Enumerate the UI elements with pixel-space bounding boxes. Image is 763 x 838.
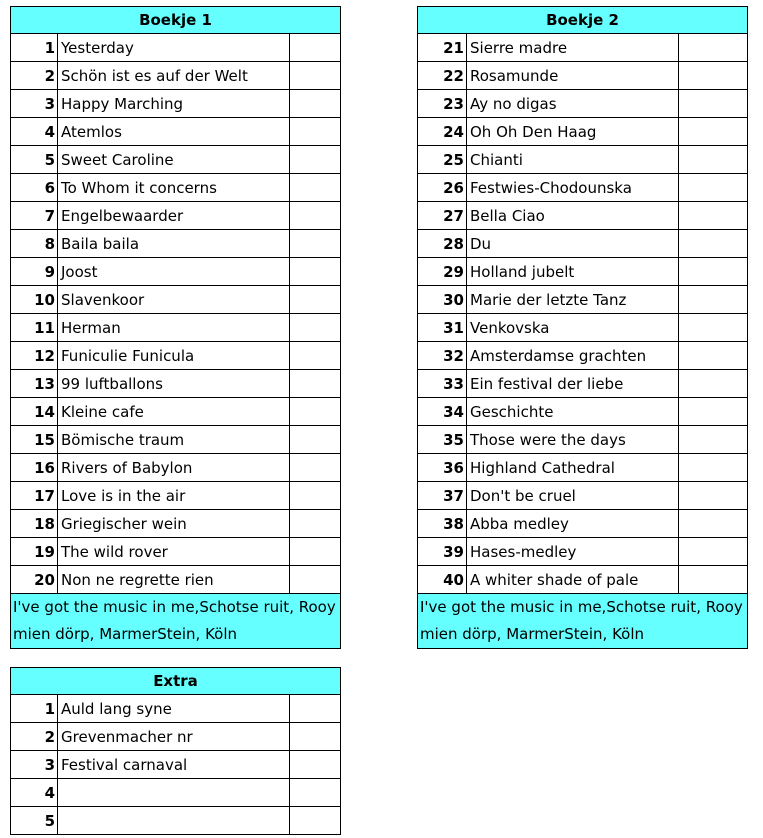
table-row — [11, 118, 341, 146]
song-number: 35 — [418, 426, 467, 454]
empty-cell — [679, 342, 748, 370]
song-title: Hases-medley — [467, 538, 679, 566]
song-number: 15 — [11, 426, 58, 454]
table-row — [11, 342, 341, 370]
song-number: 8 — [11, 230, 58, 258]
table-row — [11, 62, 341, 90]
song-title: Sweet Caroline — [58, 146, 290, 174]
song-title: Bömische traum — [58, 426, 290, 454]
song-title: Chianti — [467, 146, 679, 174]
song-title: Non ne regrette rien — [58, 566, 290, 594]
song-title: Baila baila — [58, 230, 290, 258]
empty-cell — [679, 146, 748, 174]
empty-cell — [679, 174, 748, 202]
song-title: Griegischer wein — [58, 510, 290, 538]
table-row — [418, 314, 748, 342]
song-title: Joost — [58, 258, 290, 286]
song-number: 34 — [418, 398, 467, 426]
table-row — [418, 62, 748, 90]
empty-cell — [290, 566, 341, 594]
extra-table — [10, 667, 341, 835]
table-row — [418, 454, 748, 482]
song-number: 14 — [11, 398, 58, 426]
table-row — [418, 174, 748, 202]
song-title: Happy Marching — [58, 90, 290, 118]
empty-cell — [679, 314, 748, 342]
song-title: Du — [467, 230, 679, 258]
song-title: Grevenmacher nr — [58, 723, 290, 751]
song-title: To Whom it concerns — [58, 174, 290, 202]
table-row — [11, 258, 341, 286]
song-title: Slavenkoor — [58, 286, 290, 314]
song-title: Atemlos — [58, 118, 290, 146]
song-title: Amsterdamse grachten — [467, 342, 679, 370]
song-number: 16 — [11, 454, 58, 482]
song-number: 40 — [418, 566, 467, 594]
empty-cell — [290, 538, 341, 566]
song-title: 99 luftballons — [58, 370, 290, 398]
table-row — [11, 482, 341, 510]
song-title — [58, 807, 290, 835]
song-title: Bella Ciao — [467, 202, 679, 230]
song-number: 2 — [11, 723, 58, 751]
table-row — [11, 695, 341, 723]
table-row — [418, 566, 748, 594]
empty-cell — [290, 370, 341, 398]
song-title: Festival carnaval — [58, 751, 290, 779]
song-number: 24 — [418, 118, 467, 146]
song-title: Don't be cruel — [467, 482, 679, 510]
empty-cell — [290, 118, 341, 146]
empty-cell — [679, 426, 748, 454]
table-row — [418, 398, 748, 426]
empty-cell — [290, 62, 341, 90]
boekje1-title: Boekje 1 — [11, 7, 341, 34]
table-row — [418, 538, 748, 566]
empty-cell — [679, 202, 748, 230]
song-number: 25 — [418, 146, 467, 174]
table-row — [418, 286, 748, 314]
empty-cell — [290, 314, 341, 342]
empty-cell — [290, 482, 341, 510]
song-title: Ay no digas — [467, 90, 679, 118]
table-row — [418, 34, 748, 62]
table-row — [11, 538, 341, 566]
song-title: Oh Oh Den Haag — [467, 118, 679, 146]
empty-cell — [290, 454, 341, 482]
song-number: 32 — [418, 342, 467, 370]
song-number: 37 — [418, 482, 467, 510]
song-number: 12 — [11, 342, 58, 370]
song-title: Those were the days — [467, 426, 679, 454]
song-number: 5 — [11, 146, 58, 174]
song-title: Venkovska — [467, 314, 679, 342]
song-title: Schön ist es auf der Welt — [58, 62, 290, 90]
table-row — [418, 118, 748, 146]
empty-cell — [679, 510, 748, 538]
table-row — [11, 370, 341, 398]
song-number: 2 — [11, 62, 58, 90]
song-number: 11 — [11, 314, 58, 342]
boekje1-table — [10, 6, 341, 649]
table-row — [418, 90, 748, 118]
empty-cell — [290, 751, 341, 779]
table-row — [418, 370, 748, 398]
empty-cell — [290, 202, 341, 230]
song-title: Festwies-Chodounska — [467, 174, 679, 202]
table-row — [11, 454, 341, 482]
table-row — [11, 426, 341, 454]
empty-cell — [679, 370, 748, 398]
boekje2-footer: I've got the music in me,Schotse ruit, Rooy mien dörp, MarmerStein, Köln — [418, 594, 748, 649]
song-number: 1 — [11, 695, 58, 723]
song-title: Rivers of Babylon — [58, 454, 290, 482]
empty-cell — [679, 538, 748, 566]
boekje2-title: Boekje 2 — [418, 7, 748, 34]
table-row — [11, 807, 341, 835]
extra-title: Extra — [11, 668, 341, 695]
table-row — [418, 482, 748, 510]
empty-cell — [679, 566, 748, 594]
song-title: Highland Cathedral — [467, 454, 679, 482]
song-number: 3 — [11, 90, 58, 118]
song-number: 26 — [418, 174, 467, 202]
song-title: Marie der letzte Tanz — [467, 286, 679, 314]
table-row — [11, 90, 341, 118]
song-title: Yesterday — [58, 34, 290, 62]
table-row — [418, 202, 748, 230]
empty-cell — [290, 510, 341, 538]
song-title: Holland jubelt — [467, 258, 679, 286]
empty-cell — [290, 174, 341, 202]
empty-cell — [290, 258, 341, 286]
table-row — [11, 510, 341, 538]
table-row — [11, 230, 341, 258]
song-number: 3 — [11, 751, 58, 779]
empty-cell — [290, 230, 341, 258]
table-row — [418, 230, 748, 258]
song-title: Love is in the air — [58, 482, 290, 510]
boekje2-rows — [418, 34, 748, 594]
song-title: Engelbewaarder — [58, 202, 290, 230]
song-number: 1 — [11, 34, 58, 62]
empty-cell — [679, 118, 748, 146]
song-title: Funiculie Funicula — [58, 342, 290, 370]
table-row — [11, 566, 341, 594]
song-number: 23 — [418, 90, 467, 118]
empty-cell — [290, 146, 341, 174]
table-row — [11, 751, 341, 779]
table-row — [11, 314, 341, 342]
song-title: The wild rover — [58, 538, 290, 566]
empty-cell — [679, 398, 748, 426]
song-number: 4 — [11, 779, 58, 807]
table-row — [418, 258, 748, 286]
empty-cell — [679, 454, 748, 482]
table-row — [11, 286, 341, 314]
table-row — [418, 342, 748, 370]
empty-cell — [290, 342, 341, 370]
empty-cell — [290, 398, 341, 426]
song-number: 22 — [418, 62, 467, 90]
empty-cell — [290, 723, 341, 751]
empty-cell — [290, 779, 341, 807]
song-number: 20 — [11, 566, 58, 594]
song-number: 13 — [11, 370, 58, 398]
table-row — [11, 174, 341, 202]
song-number: 4 — [11, 118, 58, 146]
empty-cell — [679, 286, 748, 314]
song-number: 6 — [11, 174, 58, 202]
song-number: 33 — [418, 370, 467, 398]
table-row — [11, 146, 341, 174]
song-title: Sierre madre — [467, 34, 679, 62]
song-number: 28 — [418, 230, 467, 258]
song-number: 39 — [418, 538, 467, 566]
song-number: 19 — [11, 538, 58, 566]
song-title: Rosamunde — [467, 62, 679, 90]
table-row — [11, 779, 341, 807]
song-number: 31 — [418, 314, 467, 342]
empty-cell — [679, 230, 748, 258]
song-number: 10 — [11, 286, 58, 314]
empty-cell — [679, 62, 748, 90]
song-title: Auld lang syne — [58, 695, 290, 723]
empty-cell — [679, 34, 748, 62]
table-row — [11, 398, 341, 426]
song-title: Ein festival der liebe — [467, 370, 679, 398]
song-title — [58, 779, 290, 807]
song-title: Kleine cafe — [58, 398, 290, 426]
table-row — [11, 34, 341, 62]
song-number: 17 — [11, 482, 58, 510]
song-number: 27 — [418, 202, 467, 230]
boekje1-rows — [11, 34, 341, 594]
empty-cell — [290, 807, 341, 835]
empty-cell — [290, 695, 341, 723]
table-row — [418, 146, 748, 174]
song-title: Abba medley — [467, 510, 679, 538]
empty-cell — [679, 482, 748, 510]
song-number: 30 — [418, 286, 467, 314]
song-number: 38 — [418, 510, 467, 538]
song-number: 9 — [11, 258, 58, 286]
song-title: Herman — [58, 314, 290, 342]
table-row — [11, 723, 341, 751]
song-title: Geschichte — [467, 398, 679, 426]
song-title: A whiter shade of pale — [467, 566, 679, 594]
table-row — [418, 426, 748, 454]
table-row — [11, 202, 341, 230]
boekje2-table — [417, 6, 748, 649]
empty-cell — [290, 286, 341, 314]
empty-cell — [290, 426, 341, 454]
empty-cell — [679, 90, 748, 118]
empty-cell — [290, 34, 341, 62]
song-number: 21 — [418, 34, 467, 62]
boekje1-footer: I've got the music in me,Schotse ruit, Rooy mien dörp, MarmerStein, Köln — [11, 594, 341, 649]
extra-rows — [11, 695, 341, 835]
song-number: 5 — [11, 807, 58, 835]
song-number: 29 — [418, 258, 467, 286]
song-number: 7 — [11, 202, 58, 230]
empty-cell — [290, 90, 341, 118]
table-row — [418, 510, 748, 538]
song-number: 36 — [418, 454, 467, 482]
empty-cell — [679, 258, 748, 286]
song-number: 18 — [11, 510, 58, 538]
